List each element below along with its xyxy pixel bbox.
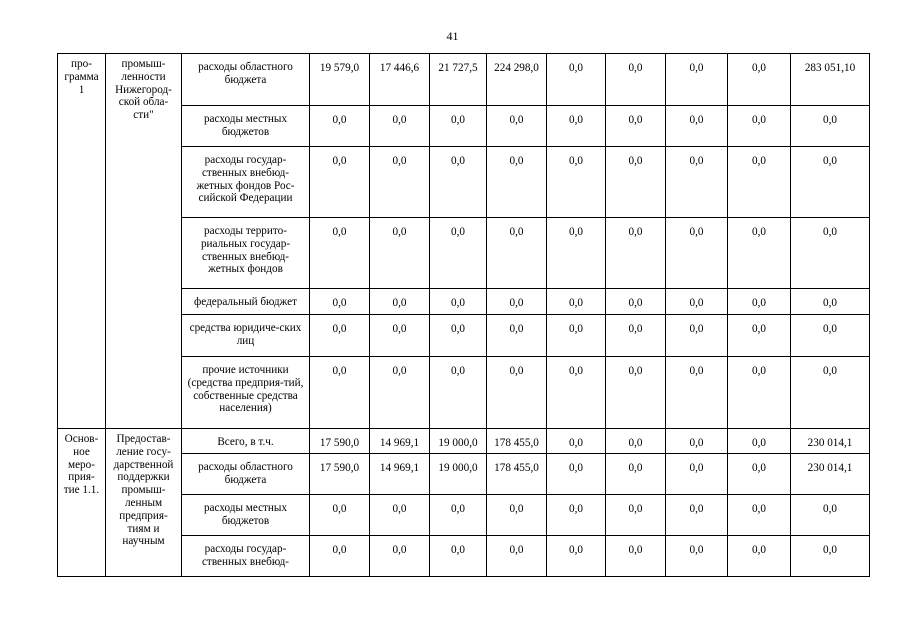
value-cell: 0,0 [487,289,547,315]
total-cell: 0,0 [791,536,870,577]
total-cell: 0,0 [791,315,870,357]
table-row [58,54,870,106]
program-number-cell: про- грамма 1 [58,54,106,429]
value-cell: 0,0 [728,454,791,495]
value-cell: 0,0 [728,106,791,147]
value-cell: 0,0 [430,357,487,429]
value-cell: 0,0 [370,357,430,429]
value-cell: 0,0 [310,357,370,429]
total-cell: 230 014,1 [791,454,870,495]
value-cell: 17 446,6 [370,54,430,106]
funding-source-cell: средства юридиче-ских лиц [182,315,310,357]
total-cell: 0,0 [791,147,870,218]
funding-source-cell: расходы государ-ственных внебюд-жетных фондов Рос-сийской Федерации [182,147,310,218]
value-cell: 0,0 [666,218,728,289]
value-cell: 0,0 [666,429,728,454]
budget-table [57,53,870,577]
value-cell: 0,0 [728,218,791,289]
funding-source-cell: расходы местных бюджетов [182,495,310,536]
value-cell: 0,0 [487,495,547,536]
value-cell: 19 579,0 [310,54,370,106]
value-cell: 0,0 [547,289,606,315]
value-cell: 0,0 [370,536,430,577]
value-cell: 0,0 [487,147,547,218]
value-cell: 0,0 [728,429,791,454]
value-cell: 0,0 [310,289,370,315]
value-cell: 0,0 [666,454,728,495]
value-cell: 0,0 [487,218,547,289]
value-cell: 0,0 [430,106,487,147]
value-cell: 14 969,1 [370,429,430,454]
value-cell: 0,0 [606,218,666,289]
value-cell: 14 969,1 [370,454,430,495]
value-cell: 0,0 [728,147,791,218]
value-cell: 0,0 [430,536,487,577]
value-cell: 0,0 [547,454,606,495]
value-cell: 19 000,0 [430,454,487,495]
value-cell: 224 298,0 [487,54,547,106]
value-cell: 0,0 [370,218,430,289]
total-cell: 0,0 [791,106,870,147]
value-cell: 0,0 [430,147,487,218]
value-cell: 0,0 [666,106,728,147]
value-cell: 0,0 [666,357,728,429]
value-cell: 0,0 [370,289,430,315]
value-cell: 0,0 [666,147,728,218]
value-cell: 17 590,0 [310,454,370,495]
funding-source-cell: расходы областного бюджета [182,54,310,106]
value-cell: 178 455,0 [487,454,547,495]
value-cell: 0,0 [606,315,666,357]
value-cell: 0,0 [728,495,791,536]
value-cell: 0,0 [606,429,666,454]
measure-number-cell: Основ- ное меро- прия- тие 1.1. [58,429,106,577]
value-cell: 0,0 [606,357,666,429]
funding-source-cell: расходы областного бюджета [182,454,310,495]
value-cell: 19 000,0 [430,429,487,454]
value-cell: 0,0 [606,106,666,147]
value-cell: 0,0 [370,106,430,147]
value-cell: 0,0 [606,495,666,536]
value-cell: 0,0 [430,218,487,289]
value-cell: 0,0 [370,495,430,536]
value-cell: 0,0 [430,495,487,536]
funding-source-cell: прочие источники (средства предприя-тий, собственные средства населения) [182,357,310,429]
value-cell: 0,0 [547,218,606,289]
total-cell: 230 014,1 [791,429,870,454]
measure-name-cell: Предостав- ление госу- дарственной поддержки промыш- ленным предприя- тиям и научным [106,429,182,577]
value-cell: 0,0 [487,357,547,429]
value-cell: 0,0 [547,536,606,577]
value-cell: 0,0 [547,106,606,147]
value-cell: 0,0 [547,147,606,218]
funding-source-cell: расходы террито-риальных государ-ственных внебюд-жетных фондов [182,218,310,289]
value-cell: 0,0 [487,106,547,147]
value-cell: 0,0 [728,357,791,429]
value-cell: 0,0 [487,536,547,577]
value-cell: 0,0 [666,289,728,315]
value-cell: 0,0 [310,315,370,357]
value-cell: 0,0 [487,315,547,357]
value-cell: 0,0 [310,106,370,147]
value-cell: 0,0 [310,147,370,218]
value-cell: 0,0 [666,54,728,106]
value-cell: 0,0 [370,147,430,218]
value-cell: 178 455,0 [487,429,547,454]
total-cell: 0,0 [791,289,870,315]
value-cell: 0,0 [547,315,606,357]
total-cell: 0,0 [791,357,870,429]
funding-source-cell: расходы местных бюджетов [182,106,310,147]
value-cell: 0,0 [547,54,606,106]
value-cell: 0,0 [310,218,370,289]
value-cell: 0,0 [310,536,370,577]
value-cell: 0,0 [430,315,487,357]
value-cell: 21 727,5 [430,54,487,106]
value-cell: 0,0 [430,289,487,315]
table-row [58,429,870,454]
page-number: 41 [446,29,459,43]
value-cell: 0,0 [728,536,791,577]
value-cell: 0,0 [666,495,728,536]
value-cell: 0,0 [666,536,728,577]
value-cell: 0,0 [547,357,606,429]
value-cell: 0,0 [666,315,728,357]
value-cell: 0,0 [606,454,666,495]
funding-source-cell: федеральный бюджет [182,289,310,315]
value-cell: 0,0 [370,315,430,357]
value-cell: 0,0 [728,54,791,106]
total-cell: 0,0 [791,495,870,536]
value-cell: 0,0 [547,429,606,454]
value-cell: 0,0 [547,495,606,536]
value-cell: 0,0 [310,495,370,536]
total-cell: 283 051,10 [791,54,870,106]
value-cell: 0,0 [728,289,791,315]
total-cell: 0,0 [791,218,870,289]
value-cell: 17 590,0 [310,429,370,454]
program-name-cell: промыш- ленности Нижегород- ской обла- сти" [106,54,182,429]
value-cell: 0,0 [606,147,666,218]
value-cell: 0,0 [606,289,666,315]
funding-source-cell: Всего, в т.ч. [182,429,310,454]
value-cell: 0,0 [606,536,666,577]
value-cell: 0,0 [606,54,666,106]
value-cell: 0,0 [728,315,791,357]
funding-source-cell: расходы государ-ственных внебюд- [182,536,310,577]
